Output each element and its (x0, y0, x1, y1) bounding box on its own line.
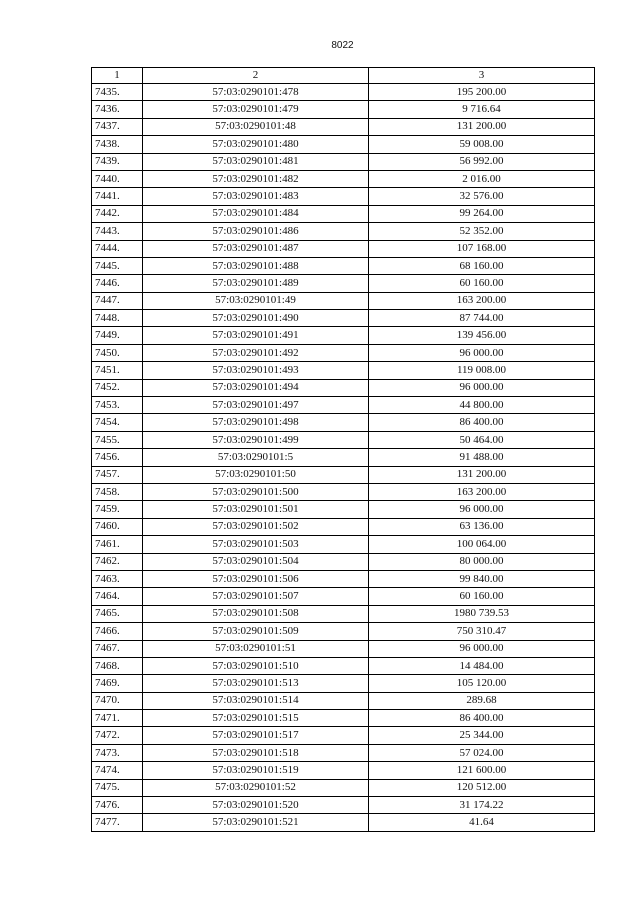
table-row (92, 205, 595, 222)
row-number-cell: 7456. (92, 449, 143, 466)
table-row (92, 257, 595, 274)
value-cell: 68 160.00 (369, 257, 595, 274)
table-row (92, 431, 595, 448)
cadastral-number-cell: 57:03:0290101:478 (143, 84, 369, 101)
page-number: 8022 (331, 40, 354, 51)
table-row (92, 327, 595, 344)
table-row (92, 344, 595, 361)
cadastral-number-cell: 57:03:0290101:52 (143, 779, 369, 796)
cadastral-number-cell: 57:03:0290101:497 (143, 397, 369, 414)
cadastral-number-cell: 57:03:0290101:492 (143, 344, 369, 361)
table-row (92, 101, 595, 118)
cadastral-number-cell: 57:03:0290101:481 (143, 153, 369, 170)
cadastral-number-cell: 57:03:0290101:514 (143, 692, 369, 709)
cadastral-number-cell: 57:03:0290101:488 (143, 257, 369, 274)
table-row (92, 414, 595, 431)
table-row (92, 657, 595, 674)
row-number-cell: 7437. (92, 118, 143, 135)
table-row (92, 570, 595, 587)
value-cell: 32 576.00 (369, 188, 595, 205)
table-row (92, 362, 595, 379)
cadastral-number-cell: 57:03:0290101:500 (143, 483, 369, 500)
cadastral-number-cell: 57:03:0290101:5 (143, 449, 369, 466)
row-number-cell: 7454. (92, 414, 143, 431)
table-row (92, 779, 595, 796)
row-number-cell: 7436. (92, 101, 143, 118)
table-row (92, 292, 595, 309)
cadastral-number-cell: 57:03:0290101:489 (143, 275, 369, 292)
cadastral-number-cell: 57:03:0290101:480 (143, 136, 369, 153)
row-number-cell: 7448. (92, 310, 143, 327)
cadastral-number-cell: 57:03:0290101:490 (143, 310, 369, 327)
row-number-cell: 7438. (92, 136, 143, 153)
row-number-cell: 7450. (92, 344, 143, 361)
cadastral-number-cell: 57:03:0290101:491 (143, 327, 369, 344)
value-cell: 31 174.22 (369, 797, 595, 814)
cadastral-number-cell: 57:03:0290101:49 (143, 292, 369, 309)
row-number-cell: 7465. (92, 605, 143, 622)
row-number-cell: 7455. (92, 431, 143, 448)
cadastral-number-cell: 57:03:0290101:519 (143, 762, 369, 779)
table-row (92, 605, 595, 622)
value-cell: 100 064.00 (369, 536, 595, 553)
row-number-cell: 7451. (92, 362, 143, 379)
cadastral-number-cell: 57:03:0290101:493 (143, 362, 369, 379)
table-row (92, 397, 595, 414)
table-row (92, 118, 595, 135)
row-number-cell: 7472. (92, 727, 143, 744)
value-cell: 60 160.00 (369, 588, 595, 605)
value-cell: 50 464.00 (369, 431, 595, 448)
value-cell: 96 000.00 (369, 379, 595, 396)
data-table (91, 67, 595, 832)
value-cell: 86 400.00 (369, 414, 595, 431)
cadastral-number-cell: 57:03:0290101:502 (143, 518, 369, 535)
table-row (92, 449, 595, 466)
table-row (92, 223, 595, 240)
cadastral-number-cell: 57:03:0290101:508 (143, 605, 369, 622)
table-row (92, 675, 595, 692)
value-cell: 57 024.00 (369, 744, 595, 761)
row-number-cell: 7473. (92, 744, 143, 761)
table-row (92, 275, 595, 292)
table-row (92, 640, 595, 657)
cadastral-number-cell: 57:03:0290101:498 (143, 414, 369, 431)
column-header-2: 2 (143, 68, 369, 84)
value-cell: 99 264.00 (369, 205, 595, 222)
table-row (92, 536, 595, 553)
cadastral-number-cell: 57:03:0290101:48 (143, 118, 369, 135)
cadastral-number-cell: 57:03:0290101:501 (143, 501, 369, 518)
value-cell: 120 512.00 (369, 779, 595, 796)
table-row (92, 727, 595, 744)
value-cell: 91 488.00 (369, 449, 595, 466)
row-number-cell: 7470. (92, 692, 143, 709)
value-cell: 80 000.00 (369, 553, 595, 570)
cadastral-number-cell: 57:03:0290101:482 (143, 170, 369, 187)
table-row (92, 84, 595, 101)
cadastral-number-cell: 57:03:0290101:515 (143, 710, 369, 727)
value-cell: 44 800.00 (369, 397, 595, 414)
value-cell: 9 716.64 (369, 101, 595, 118)
cadastral-number-cell: 57:03:0290101:517 (143, 727, 369, 744)
table-row (92, 762, 595, 779)
row-number-cell: 7463. (92, 570, 143, 587)
row-number-cell: 7446. (92, 275, 143, 292)
cadastral-number-cell: 57:03:0290101:521 (143, 814, 369, 831)
row-number-cell: 7443. (92, 223, 143, 240)
row-number-cell: 7464. (92, 588, 143, 605)
value-cell: 195 200.00 (369, 84, 595, 101)
table-row (92, 379, 595, 396)
row-number-cell: 7471. (92, 710, 143, 727)
row-number-cell: 7445. (92, 257, 143, 274)
value-cell: 63 136.00 (369, 518, 595, 535)
row-number-cell: 7447. (92, 292, 143, 309)
value-cell: 119 008.00 (369, 362, 595, 379)
value-cell: 139 456.00 (369, 327, 595, 344)
value-cell: 107 168.00 (369, 240, 595, 257)
value-cell: 105 120.00 (369, 675, 595, 692)
cadastral-number-cell: 57:03:0290101:50 (143, 466, 369, 483)
row-number-cell: 7476. (92, 797, 143, 814)
row-number-cell: 7442. (92, 205, 143, 222)
cadastral-number-cell: 57:03:0290101:509 (143, 623, 369, 640)
value-cell: 750 310.47 (369, 623, 595, 640)
value-cell: 131 200.00 (369, 466, 595, 483)
row-number-cell: 7475. (92, 779, 143, 796)
cadastral-number-cell: 57:03:0290101:51 (143, 640, 369, 657)
row-number-cell: 7467. (92, 640, 143, 657)
value-cell: 163 200.00 (369, 483, 595, 500)
row-number-cell: 7440. (92, 170, 143, 187)
value-cell: 96 000.00 (369, 501, 595, 518)
value-cell: 163 200.00 (369, 292, 595, 309)
value-cell: 60 160.00 (369, 275, 595, 292)
row-number-cell: 7477. (92, 814, 143, 831)
cadastral-number-cell: 57:03:0290101:483 (143, 188, 369, 205)
row-number-cell: 7435. (92, 84, 143, 101)
value-cell: 289.68 (369, 692, 595, 709)
table-row (92, 623, 595, 640)
value-cell: 14 484.00 (369, 657, 595, 674)
table-row (92, 797, 595, 814)
table-row (92, 153, 595, 170)
table-row (92, 310, 595, 327)
table-row (92, 692, 595, 709)
cadastral-number-cell: 57:03:0290101:487 (143, 240, 369, 257)
value-cell: 99 840.00 (369, 570, 595, 587)
table-row (92, 744, 595, 761)
table-row (92, 240, 595, 257)
row-number-cell: 7444. (92, 240, 143, 257)
value-cell: 2 016.00 (369, 170, 595, 187)
table-row (92, 188, 595, 205)
table-row (92, 814, 595, 831)
value-cell: 87 744.00 (369, 310, 595, 327)
cadastral-number-cell: 57:03:0290101:520 (143, 797, 369, 814)
table-row (92, 483, 595, 500)
value-cell: 56 992.00 (369, 153, 595, 170)
row-number-cell: 7441. (92, 188, 143, 205)
cadastral-number-cell: 57:03:0290101:494 (143, 379, 369, 396)
table-row (92, 710, 595, 727)
table-row (92, 588, 595, 605)
column-header-3: 3 (369, 68, 595, 84)
cadastral-number-cell: 57:03:0290101:499 (143, 431, 369, 448)
cadastral-number-cell: 57:03:0290101:486 (143, 223, 369, 240)
table-row (92, 501, 595, 518)
table-body (92, 68, 595, 832)
table-row (92, 170, 595, 187)
row-number-cell: 7457. (92, 466, 143, 483)
value-cell: 96 000.00 (369, 344, 595, 361)
value-cell: 52 352.00 (369, 223, 595, 240)
cadastral-number-cell: 57:03:0290101:479 (143, 101, 369, 118)
table-row (92, 553, 595, 570)
cadastral-number-cell: 57:03:0290101:506 (143, 570, 369, 587)
row-number-cell: 7453. (92, 397, 143, 414)
row-number-cell: 7469. (92, 675, 143, 692)
cadastral-number-cell: 57:03:0290101:503 (143, 536, 369, 553)
row-number-cell: 7439. (92, 153, 143, 170)
cadastral-number-cell: 57:03:0290101:484 (143, 205, 369, 222)
value-cell: 59 008.00 (369, 136, 595, 153)
cadastral-number-cell: 57:03:0290101:507 (143, 588, 369, 605)
row-number-cell: 7452. (92, 379, 143, 396)
row-number-cell: 7458. (92, 483, 143, 500)
table-row (92, 518, 595, 535)
row-number-cell: 7461. (92, 536, 143, 553)
row-number-cell: 7459. (92, 501, 143, 518)
value-cell: 96 000.00 (369, 640, 595, 657)
row-number-cell: 7460. (92, 518, 143, 535)
column-header-1: 1 (92, 68, 143, 84)
table-row (92, 466, 595, 483)
row-number-cell: 7449. (92, 327, 143, 344)
row-number-cell: 7462. (92, 553, 143, 570)
cadastral-number-cell: 57:03:0290101:513 (143, 675, 369, 692)
value-cell: 86 400.00 (369, 710, 595, 727)
value-cell: 1980 739.53 (369, 605, 595, 622)
row-number-cell: 7468. (92, 657, 143, 674)
value-cell: 41.64 (369, 814, 595, 831)
value-cell: 131 200.00 (369, 118, 595, 135)
row-number-cell: 7466. (92, 623, 143, 640)
cadastral-number-cell: 57:03:0290101:504 (143, 553, 369, 570)
value-cell: 121 600.00 (369, 762, 595, 779)
value-cell: 25 344.00 (369, 727, 595, 744)
cadastral-number-cell: 57:03:0290101:510 (143, 657, 369, 674)
row-number-cell: 7474. (92, 762, 143, 779)
table-row (92, 136, 595, 153)
cadastral-number-cell: 57:03:0290101:518 (143, 744, 369, 761)
table-header-row (92, 68, 595, 84)
